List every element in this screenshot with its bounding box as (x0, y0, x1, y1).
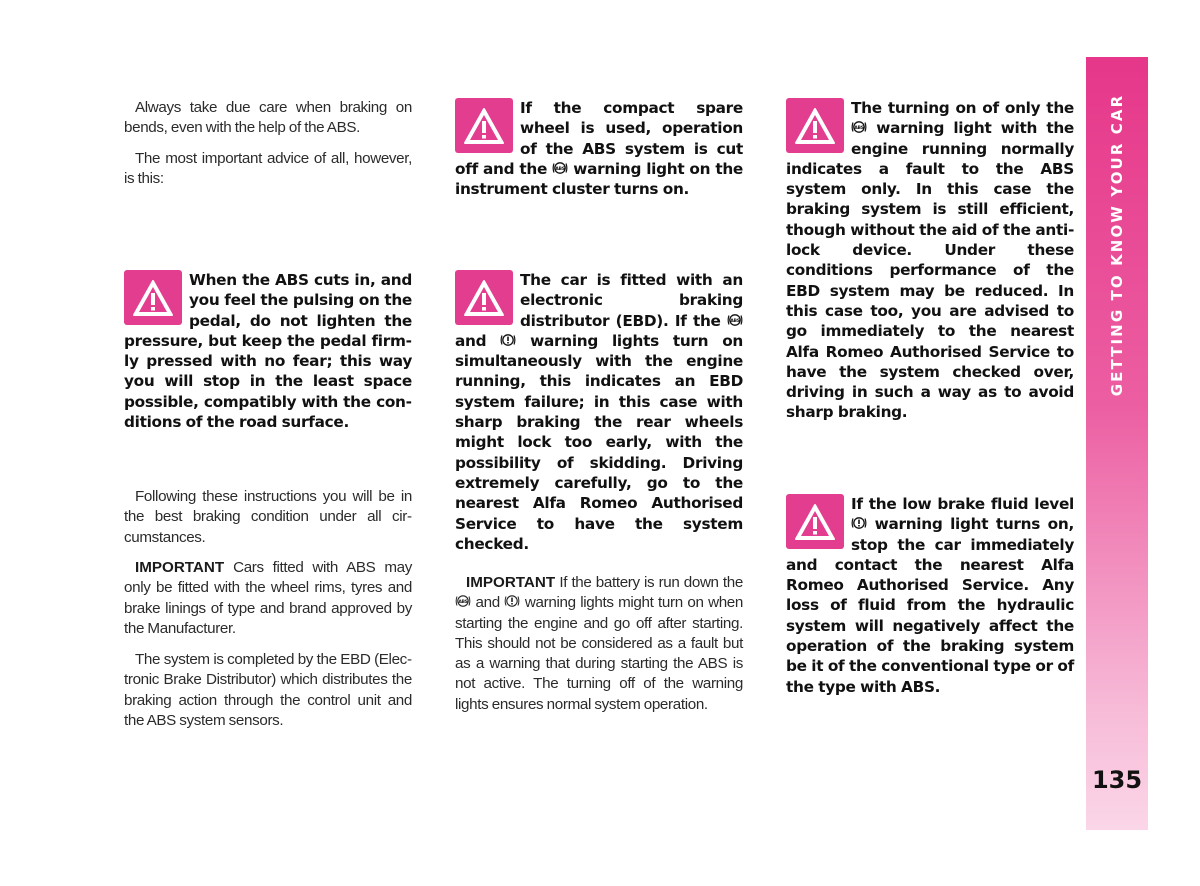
section-title: GETTING TO KNOW YOUR CAR (1108, 93, 1126, 397)
warning-ebd-failure (455, 270, 743, 554)
warning-text-part: The car is fitted with an electronic braking distributor (EBD). If the (520, 271, 743, 330)
brake-symbol-icon (851, 516, 867, 530)
warning-compact-spare-wheel (455, 98, 743, 199)
important-text: Cars fitted with ABS may only be fitted with the wheel rims, tyres and brake linings of type and brand approved by the Manufacturer. (124, 559, 412, 637)
page-number: 135 (1091, 766, 1143, 794)
warning-abs-pulsing (124, 270, 412, 432)
important-label: IMPORTANT (466, 574, 556, 591)
important-text-part: warning lights might turn on when starting the engine and go off after starting. This should not be considered as a fault but as a warning that during starting the ABS is not active. The turning off of the warning lights ensures normal system operation. (455, 594, 744, 713)
warning-text-part: warning light on the instrument cluster turns on. (455, 159, 743, 199)
abs-symbol-icon (727, 313, 743, 327)
brake-symbol-icon (500, 333, 516, 347)
warning-text: When the ABS cuts in, and you feel the pulsing on the pedal, do not lighten the pressure, but keep the pedal firmly pressed with no fear; this way you will stop in the least space possible, compatibly with the conditions of the road surface. (124, 271, 412, 432)
important-text-part: If the battery is run down the (555, 574, 743, 591)
warning-triangle-icon (455, 270, 513, 325)
abs-symbol-icon (455, 594, 471, 608)
important-text-part: and (471, 594, 505, 612)
warning-text-part: and (455, 331, 501, 350)
warning-triangle-icon (124, 270, 182, 325)
warning-abs-fault (786, 98, 1074, 423)
paragraph-important-battery (455, 573, 743, 715)
paragraph-following-instructions: Following these instructions you will be in the best braking condition under all circumstances. (124, 488, 412, 546)
warning-triangle-icon (786, 98, 844, 153)
warning-text-part: warning light turns on, stop the car immediately and contact the nearest Alfa Romeo Authorised Service. Any loss of fluid from the hydraulic system will negatively affect the operation of the braking system be it of the conventional type or of the type with ABS. (786, 515, 1074, 696)
paragraph-braking-bends: Always take due care when braking on bends, even with the help of the ABS. (124, 99, 412, 137)
warning-text-part: If the compact spare wheel is used, operation of the ABS system is cut off and the (455, 99, 743, 178)
paragraph-ebd-system: The system is completed by the EBD (Electronic Brake Distributor) which distributes the braking action through the control unit and the ABS system sensors. (124, 651, 412, 729)
svg-text:ABS: ABS (458, 600, 468, 606)
svg-text:ABS: ABS (854, 126, 864, 132)
warning-low-brake-fluid (786, 494, 1074, 697)
svg-text:ABS: ABS (555, 166, 565, 172)
paragraph-important-abs-rims (124, 558, 412, 639)
warning-triangle-icon (786, 494, 844, 549)
warning-text-part: warning lights turn on simultaneously with the engine running, this indicates an EBD system failure; in this case with sharp braking the rear wheels might lock too early, with the possibility of skidding. Driving extremely carefully, go to the nearest Alfa Romeo Authorised Service to have the system checked. (455, 331, 743, 553)
warning-triangle-icon (455, 98, 513, 153)
abs-symbol-icon (552, 161, 568, 175)
svg-text:ABS: ABS (730, 318, 740, 324)
important-label: IMPORTANT (135, 559, 225, 576)
brake-symbol-icon (504, 594, 520, 608)
paragraph-important-advice: The most important advice of all, however, is this: (124, 150, 412, 188)
warning-text-part: The turning on of only the (851, 99, 1074, 117)
warning-text-part: If the low brake fluid level (851, 495, 1074, 513)
warning-text-part: warning light with the engine running normally indicates a fault to the ABS system only. In this case the braking system is still efficient, though without the aid of the anti-lock device. Under these conditions performance of the EBD system may be reduced. In this case too, you are advised to go immediately to the nearest Alfa Romeo Authorised Service to have the system checked over, driving in such a way as to avoid sharp braking. (786, 119, 1074, 422)
abs-symbol-icon (851, 120, 867, 134)
